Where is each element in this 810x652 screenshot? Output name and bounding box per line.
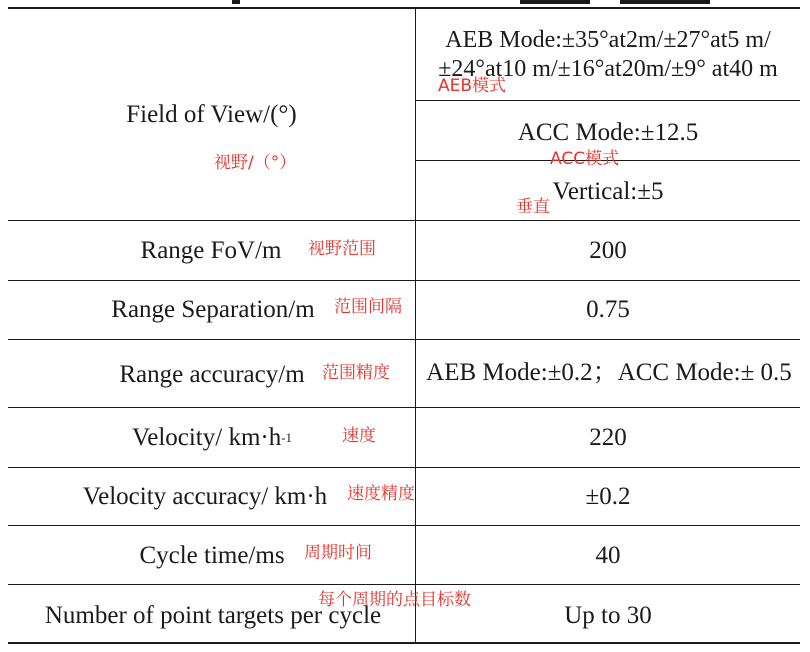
row-rule xyxy=(8,467,800,468)
clipped-text-fragment xyxy=(520,0,590,4)
table-bottom-rule xyxy=(8,642,800,644)
clipped-text-fragment xyxy=(232,0,240,4)
range-accuracy-label: Range accuracy/m xyxy=(119,360,305,388)
range-fov-annotation: 视野范围 xyxy=(308,239,376,259)
row-rule xyxy=(8,339,800,340)
velocity-accuracy-annotation: 速度精度 xyxy=(347,484,415,504)
range-fov-value: 200 xyxy=(589,236,627,264)
velocity-value: 220 xyxy=(589,423,627,451)
range-accuracy-annotation: 范围精度 xyxy=(322,363,390,383)
row-rule xyxy=(8,220,800,221)
fov-label: Field of View/(°) xyxy=(126,100,297,128)
row-rule xyxy=(8,280,800,281)
point-targets-annotation: 每个周期的点目标数 xyxy=(318,590,471,610)
range-separation-value: 0.75 xyxy=(586,295,630,323)
fov-acc-value: ACC Mode:±12.5 xyxy=(517,118,699,146)
range-separation-label: Range Separation/m xyxy=(111,295,315,323)
row-rule xyxy=(8,407,800,408)
row-rule xyxy=(8,525,800,526)
velocity-label-text: Velocity/ km·h xyxy=(131,423,282,451)
point-targets-label: Number of point targets per cycle xyxy=(44,601,382,629)
fov-vertical-annotation: 垂直 xyxy=(516,197,550,217)
fov-vertical-value: Vertical:±5 xyxy=(552,177,664,205)
fov-acc-annotation: ACC模式 xyxy=(550,149,620,169)
range-fov-label: Range FoV/m xyxy=(140,236,282,264)
point-targets-value: Up to 30 xyxy=(564,601,652,629)
row-rule xyxy=(8,584,800,585)
cycle-time-annotation: 周期时间 xyxy=(304,543,372,563)
velocity-label-exponent: -1 xyxy=(281,429,293,445)
clipped-text-fragment xyxy=(620,0,710,4)
cycle-time-value: 40 xyxy=(595,541,621,569)
cycle-time-label: Cycle time/ms xyxy=(139,541,285,569)
fov-aeb-value: AEB Mode:±35°at2m/±27°at5 m/±24°at10 m/±16°at20m/±9° at40 m xyxy=(438,27,778,82)
fov-label-annotation: 视野/（°） xyxy=(214,153,297,173)
velocity-accuracy-label: Velocity accuracy/ km·h xyxy=(82,482,328,510)
fov-sub-rule-1 xyxy=(416,100,800,101)
velocity-annotation: 速度 xyxy=(342,426,376,446)
velocity-accuracy-value: ±0.2 xyxy=(585,482,631,510)
range-separation-annotation: 范围间隔 xyxy=(334,297,402,317)
velocity-label xyxy=(114,419,310,455)
range-accuracy-value: AEB Mode:±0.2；ACC Mode:± 0.5 xyxy=(426,359,792,386)
table-top-rule xyxy=(8,7,800,9)
fov-aeb-annotation: AEB模式 xyxy=(438,76,507,96)
